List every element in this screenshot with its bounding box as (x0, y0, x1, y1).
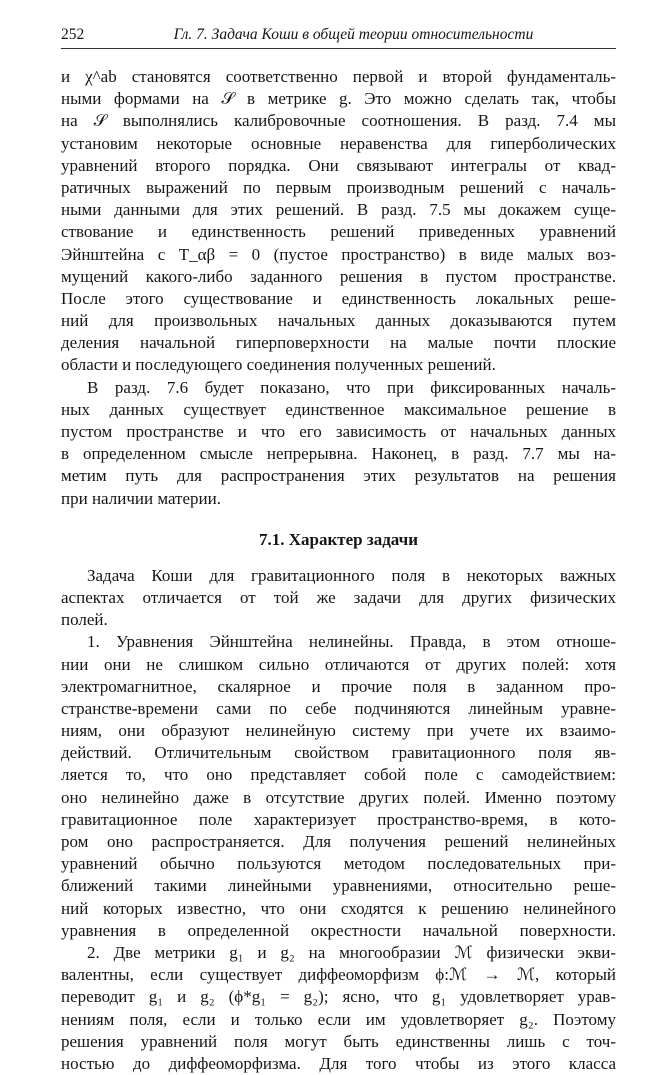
text-line: уравнений обычно пользуются методом последовательных при- (61, 854, 616, 874)
text-line: действий. Отличительным свойством гравитационного поля яв- (61, 743, 616, 763)
running-head: Гл. 7. Задача Коши в общей теории относительности (173, 26, 534, 43)
text-line: нии они не слишком сильно отличаются от других полей: хотя (61, 654, 616, 674)
text-line: области и последующего соединения полученных решений. (61, 355, 496, 375)
text-line: 1. Уравнения Эйнштейна нелинейны. Правда, в этом отноше- (87, 632, 616, 652)
text-line: ных данных существует единственное максимальное решение в (61, 399, 616, 419)
text-line: в определенном смысле непрерывна. Наконец, в разд. 7.7 мы на- (61, 444, 616, 464)
paragraph-nonlinearity (61, 631, 616, 942)
paragraph-intro-plan (61, 66, 616, 377)
text-line: метим путь для распространения этих результатов на решения (61, 466, 616, 486)
section-heading: 7.1. Характер задачи (258, 529, 418, 549)
text-line: ностью до диффеоморфизма. Для того чтобы из этого класса (61, 1053, 616, 1073)
text-line: гравитационное поле характеризует пространство-время, в кото- (61, 809, 616, 829)
paragraph-plan-continued (61, 377, 616, 510)
text-line: оно нелинейно даже в отсутствие других полей. Именно поэтому (61, 787, 616, 807)
text-line: ром оно распространяется. Для получения решений нелинейных (61, 832, 616, 851)
text-line: Задача Коши для гравитационного поля в некоторых важных (87, 565, 616, 585)
text-line: валентны, если существует диффеоморфизм ϕ:ℳ → ℳ, который (61, 965, 616, 985)
text-line: полей. (61, 610, 108, 630)
text-line: Эйнштейна с T_αβ = 0 (пустое пространство) в виде малых воз- (61, 244, 616, 264)
text-line: 2. Две метрики g₁ и g₂ на многообразии ℳ физически экви- (87, 942, 616, 962)
text-line: на 𝒮 выполнялись калибровочные соотношения. В разд. 7.4 мы (61, 111, 616, 131)
text-line: переводит g₁ и g₂ (ϕ*g₁ = g₂); ясно, что g₁ удовлетворяет урав- (61, 987, 616, 1007)
text-line: После этого существование и единственность локальных реше- (61, 288, 616, 308)
page-body (61, 66, 616, 1075)
text-line: установим некоторые основные неравенства для гиперболических (61, 133, 616, 153)
text-line: при наличии материи. (61, 488, 221, 508)
text-line: аспектах отличается от той же задачи для других физических (61, 587, 616, 607)
text-line: ближений такими линейными уравнениями, относительно реше- (61, 876, 616, 896)
text-line: деления начальной гиперповерхности на малые почти плоские (61, 333, 616, 353)
text-line: мущений какого-либо заданного решения в пустом пространстве. (61, 266, 616, 286)
text-line: ными формами на 𝒮 в метрике g. Это можно сделать так, чтобы (61, 89, 616, 109)
text-line: и χ^ab становятся соответственно первой и второй фундаменталь- (61, 67, 616, 86)
text-line: ратичных выражений по первым производным решений с началь- (61, 177, 616, 197)
paragraph-cauchy-problem (61, 565, 616, 632)
text-line: ний для произвольных начальных данных доказываются путем (61, 311, 616, 331)
paragraph-diffeomorphism (61, 942, 616, 1075)
text-line: уравнения в определенной окрестности начальной поверхности. (61, 920, 616, 940)
text-line: ниям, они образуют нелинейную систему при учете их взаимо- (61, 721, 616, 741)
text-line: ствование и единственность решений приведенных уравнений (61, 222, 616, 242)
text-line: пустом пространстве и что его зависимость от начальных данных (61, 422, 616, 441)
text-line: уравнений второго порядка. Они связывают интегралы от квад- (61, 155, 616, 175)
text-line: электромагнитное, скалярное и прочие поля в заданном про- (61, 676, 616, 696)
text-line: В разд. 7.6 будет показано, что при фиксированных началь- (87, 377, 616, 397)
text-line: решения уравнений поля могут быть единственны лишь с точ- (61, 1031, 616, 1051)
text-line: ний которых известно, что они сходятся к решению нелинейного (61, 898, 616, 918)
page-header (61, 26, 616, 49)
text-line: ными данными для этих решений. В разд. 7.5 мы докажем суще- (61, 200, 616, 220)
text-line: странстве-времени сами по себе подчиняются линейным уравне- (61, 698, 616, 718)
text-line: ляется то, что оно представляет собой поле с самодействием: (61, 765, 616, 785)
text-line: нениям поля, если и только если им удовлетворяет g₂. Поэтому (61, 1009, 616, 1029)
page-number: 252 (61, 26, 85, 43)
